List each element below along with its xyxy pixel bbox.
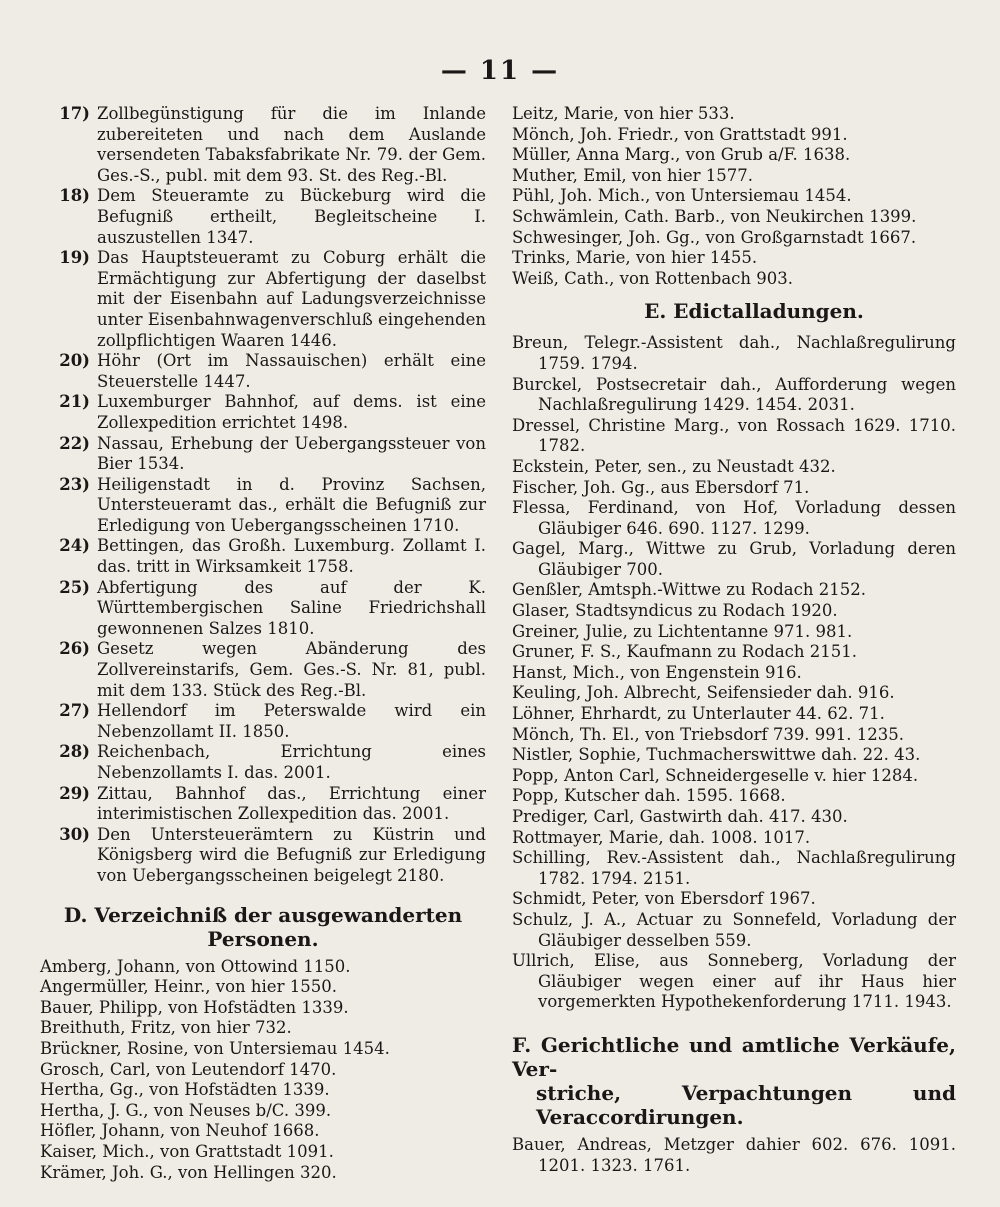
list-item: Schilling, Rev.-Assistent dah., Nachlaßregulirung 1782. 1794. 2151. — [512, 848, 956, 888]
list-item: Flessa, Ferdinand, von Hof, Vorladung dessen Gläubiger 646. 690. 1127. 1299. — [512, 498, 956, 538]
item-number: 29) — [59, 783, 90, 803]
numbered-list — [40, 104, 486, 887]
item-number: 28) — [59, 742, 90, 762]
item-number: 30) — [59, 824, 90, 844]
list-item: Breithuth, Fritz, von hier 732. — [40, 1018, 292, 1038]
list-item: Eckstein, Peter, sen., zu Neustadt 432. — [512, 456, 836, 476]
list-item — [40, 104, 486, 186]
list-item — [40, 742, 486, 783]
item-number: 18) — [59, 186, 90, 206]
item-number: 19) — [59, 248, 90, 268]
item-text: Reichenbach, Errichtung eines Nebenzollamts I. das. 2001. — [97, 742, 486, 782]
list-item: Hertha, Gg., von Hofstädten 1339. — [40, 1080, 330, 1100]
list-item: Kaiser, Mich., von Grattstadt 1091. — [40, 1141, 334, 1161]
list-item: Gagel, Marg., Wittwe zu Grub, Vorladung deren Gläubiger 700. — [512, 539, 956, 579]
item-text: Heiligenstadt in d. Provinz Sachsen, Untersteueramt das., erhält die Befugniß zur Erledigung von Uebergangsscheinen 1710. — [97, 474, 486, 535]
section-heading-line: Personen. — [207, 926, 319, 951]
edicts-list — [512, 333, 956, 1013]
item-number: 27) — [59, 701, 90, 721]
list-item — [40, 536, 486, 577]
item-text: Den Untersteuerämtern zu Küstrin und Königsberg wird die Befugniß zur Erledigung von Uebergangsscheinen beigelegt 2180. — [97, 824, 486, 885]
section-heading-d — [40, 903, 486, 951]
list-item: Glaser, Stadtsyndicus zu Rodach 1920. — [512, 601, 838, 621]
list-item: Rottmayer, Marie, dah. 1008. 1017. — [512, 827, 811, 847]
right-column — [512, 104, 956, 1176]
item-text: Das Hauptsteueramt zu Coburg erhält die Ermächtigung zur Abfertigung der daselbst mit der Eisenbahn auf Ladungsverzeichnisse unter Eisenbahnwagenverschluß eingehenden zollpflichtigen Waaren 1446. — [97, 248, 486, 350]
list-item: Krämer, Joh. G., von Hellingen 320. — [40, 1162, 337, 1182]
list-item: Prediger, Carl, Gastwirth dah. 417. 430. — [512, 807, 848, 826]
emigrants-list-continued — [512, 104, 956, 289]
list-item: Weiß, Cath., von Rottenbach 903. — [512, 268, 794, 288]
list-item: Bauer, Andreas, Metzger dahier 602. 676. 1091. 1201. 1323. 1761. — [512, 1134, 956, 1175]
list-item — [40, 825, 486, 887]
list-item: Grosch, Carl, von Leutendorf 1470. — [40, 1059, 337, 1079]
item-text: Dem Steueramte zu Bückeburg wird die Befugniß ertheilt, Begleitscheine I. auszustellen 1347. — [97, 186, 486, 247]
item-number: 25) — [59, 577, 90, 597]
item-text: Hellendorf im Peterswalde wird ein Nebenzollamt II. 1850. — [97, 701, 486, 741]
list-item: Löhner, Ehrhardt, zu Unterlauter 44. 62. 71. — [512, 704, 885, 724]
list-item: Hertha, J. G., von Neuses b/C. 399. — [40, 1100, 332, 1120]
item-text: Bettingen, das Großh. Luxemburg. Zollamt I. das. tritt in Wirksamkeit 1758. — [97, 536, 486, 577]
list-item: Schmidt, Peter, von Ebersdorf 1967. — [512, 889, 816, 909]
list-item: Schwesinger, Joh. Gg., von Großgarnstadt 1667. — [512, 227, 917, 247]
list-item: Breun, Telegr.-Assistent dah., Nachlaßregulirung 1759. 1794. — [512, 333, 956, 373]
list-item: Brückner, Rosine, von Untersiemau 1454. — [40, 1038, 390, 1058]
list-item — [40, 475, 486, 537]
list-item: Mönch, Joh. Friedr., von Grattstadt 991. — [512, 124, 848, 144]
item-number: 17) — [59, 104, 90, 123]
section-heading-line: striche, Verpachtungen und Veraccordirungen. — [536, 1080, 956, 1129]
list-item: Popp, Anton Carl, Schneidergeselle v. hier 1284. — [512, 765, 919, 785]
list-item: Muther, Emil, von hier 1577. — [512, 165, 754, 185]
item-text: Nassau, Erhebung der Uebergangssteuer von Bier 1534. — [97, 433, 486, 474]
item-number: 21) — [59, 392, 90, 412]
list-item: Ullrich, Elise, aus Sonneberg, Vorladung der Gläubiger wegen einer auf ihr Haus hier vorgemerkten Hypothekenforderung 1711. 1943. — [512, 951, 956, 1012]
list-item — [40, 784, 486, 825]
list-item: Pühl, Joh. Mich., von Untersiemau 1454. — [512, 186, 852, 206]
item-text: Gesetz wegen Abänderung des Zollvereinstarifs, Gem. Ges.-S. Nr. 81, publ. mit dem 133. Stück des Reg.-Bl. — [97, 639, 486, 700]
list-item: Burckel, Postsecretair dah., Aufforderung wegen Nachlaßregulirung 1429. 1454. 2031. — [512, 374, 956, 415]
section-heading-line: F. Gerichtliche und amtliche Verkäufe, Ver- — [512, 1032, 956, 1081]
list-item — [40, 248, 486, 351]
list-item — [40, 351, 486, 392]
list-item: Angermüller, Heinr., von hier 1550. — [40, 977, 337, 997]
item-number: 23) — [59, 474, 90, 494]
item-text: Zittau, Bahnhof das., Errichtung einer interimistischen Zollexpedition das. 2001. — [97, 783, 486, 824]
list-item: Müller, Anna Marg., von Grub a/F. 1638. — [512, 145, 851, 165]
list-item: Dressel, Christine Marg., von Rossach 1629. 1710. 1782. — [512, 415, 956, 456]
list-item: Amberg, Johann, von Ottowind 1150. — [40, 956, 351, 976]
list-item: Bauer, Philipp, von Hofstädten 1339. — [40, 997, 349, 1017]
section-heading-f — [512, 1033, 956, 1129]
list-item: Popp, Kutscher dah. 1595. 1668. — [512, 786, 786, 806]
list-item: Mönch, Th. El., von Triebsdorf 739. 991. 1235. — [512, 724, 905, 744]
item-text: Luxemburger Bahnhof, auf dems. ist eine Zollexpedition errichtet 1498. — [97, 392, 486, 432]
sales-list — [512, 1135, 956, 1176]
list-item — [40, 392, 486, 433]
section-heading-line: D. Verzeichniß der ausgewanderten — [63, 902, 463, 927]
list-item — [40, 701, 486, 742]
item-number: 24) — [59, 536, 90, 556]
list-item — [40, 639, 486, 701]
item-text: Zollbegünstigung für die im Inlande zubereiteten und nach dem Auslande versendeten Tabaksfabrikate Nr. 79. der Gem. Ges.-S., publ. mit dem 93. St. des Reg.-Bl. — [97, 104, 486, 185]
page-number: — 11 — — [440, 56, 560, 86]
list-item: Schulz, J. A., Actuar zu Sonnefeld, Vorladung der Gläubiger desselben 559. — [512, 909, 956, 950]
item-text: Höhr (Ort im Nassauischen) erhält eine Steuerstelle 1447. — [97, 351, 486, 391]
list-item: Keuling, Joh. Albrecht, Seifensieder dah. 916. — [512, 683, 895, 703]
item-text: Abfertigung des auf der K. Württembergischen Saline Friedrichshall gewonnenen Salzes 1810. — [97, 577, 486, 638]
section-heading-e: E. Edictalladungen. — [644, 299, 864, 324]
list-item: Trinks, Marie, von hier 1455. — [512, 248, 758, 268]
emigrants-list — [40, 957, 486, 1184]
list-item — [40, 186, 486, 248]
item-number: 26) — [59, 639, 90, 659]
list-item: Leitz, Marie, von hier 533. — [512, 104, 735, 123]
item-number: 22) — [59, 433, 90, 453]
list-item: Nistler, Sophie, Tuchmacherswittwe dah. 22. 43. — [512, 745, 921, 765]
list-item — [40, 434, 486, 475]
list-item: Gruner, F. S., Kaufmann zu Rodach 2151. — [512, 642, 858, 662]
left-column — [40, 104, 486, 1183]
list-item: Genßler, Amtsph.-Wittwe zu Rodach 2152. — [512, 580, 866, 600]
list-item: Hanst, Mich., von Engenstein 916. — [512, 662, 802, 682]
list-item: Fischer, Joh. Gg., aus Ebersdorf 71. — [512, 477, 810, 497]
list-item — [40, 578, 486, 640]
list-item: Schwämlein, Cath. Barb., von Neukirchen 1399. — [512, 206, 917, 226]
item-number: 20) — [59, 351, 90, 371]
list-item: Höfler, Johann, von Neuhof 1668. — [40, 1121, 320, 1141]
list-item: Greiner, Julie, zu Lichtentanne 971. 981. — [512, 621, 853, 641]
